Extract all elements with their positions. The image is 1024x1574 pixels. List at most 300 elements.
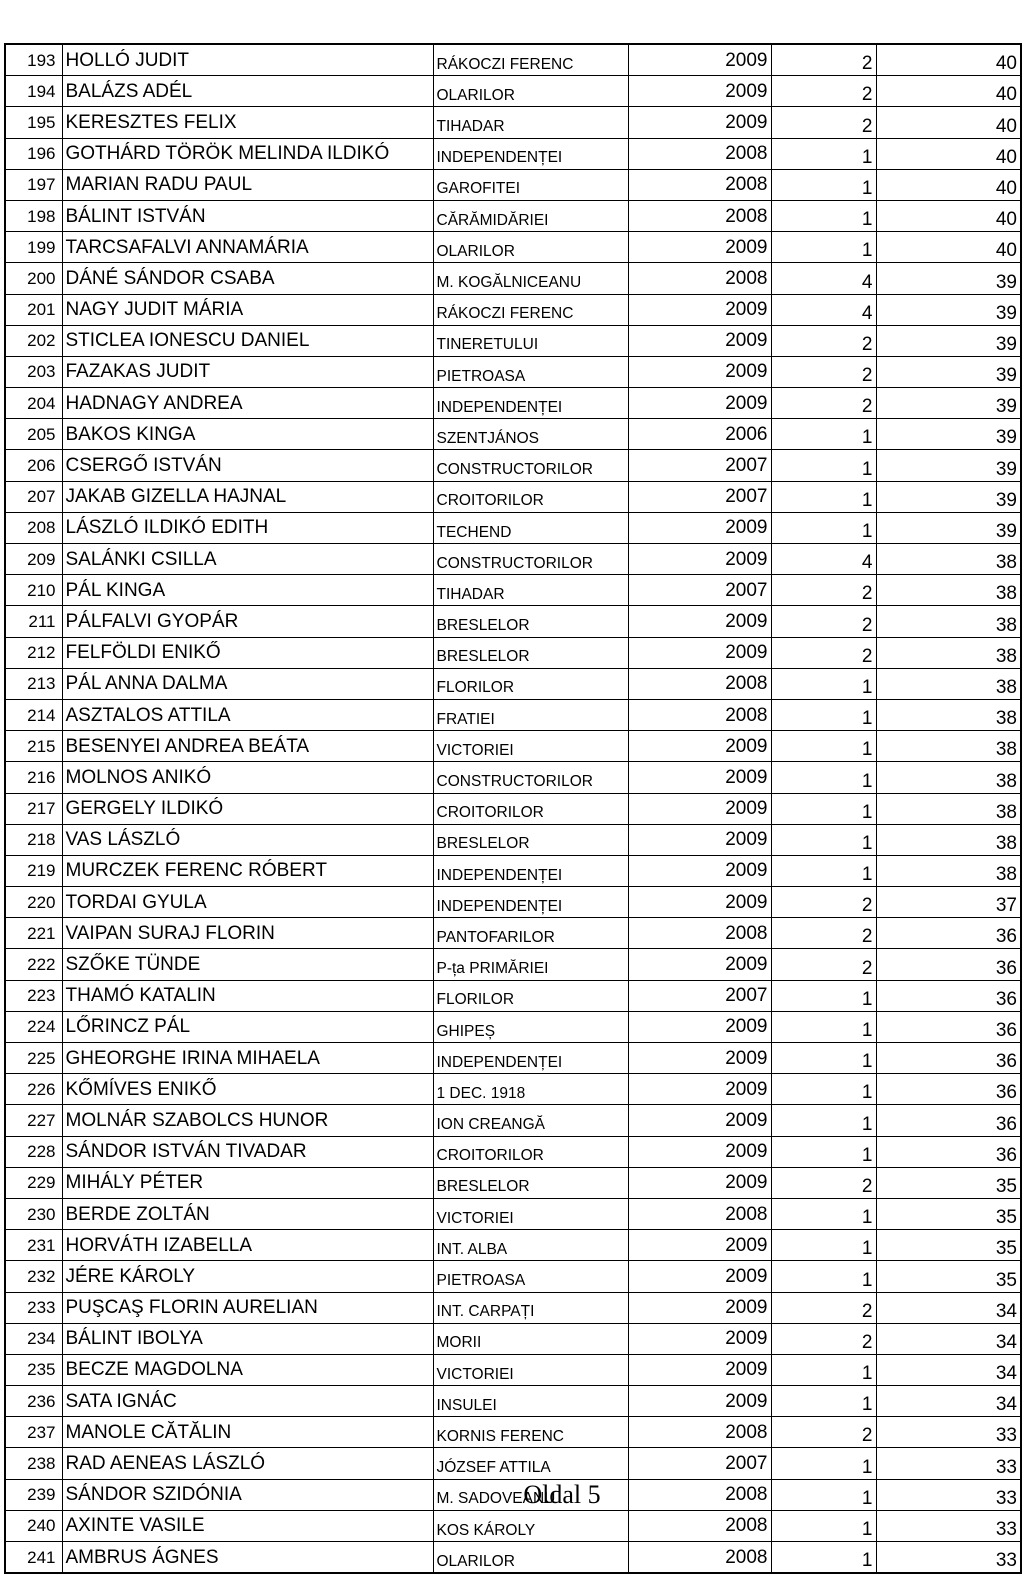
table-row <box>5 76 1021 107</box>
student-name: FAZAKAS JUDIT <box>62 356 433 387</box>
table-row <box>5 169 1021 200</box>
street-name: CROITORILOR <box>433 793 628 824</box>
grade-cell: 2 <box>771 76 876 107</box>
table-row <box>5 1198 1021 1229</box>
row-number: 209 <box>5 544 62 575</box>
student-name: BERDE ZOLTÁN <box>62 1198 433 1229</box>
score-cell: 39 <box>876 294 1021 325</box>
birth-year: 2009 <box>628 824 771 855</box>
score-cell: 38 <box>876 606 1021 637</box>
birth-year: 2008 <box>628 1198 771 1229</box>
score-cell: 35 <box>876 1230 1021 1261</box>
table-row <box>5 1011 1021 1042</box>
score-cell: 39 <box>876 263 1021 294</box>
student-name: TORDAI GYULA <box>62 887 433 918</box>
grade-cell: 1 <box>771 1510 876 1541</box>
street-name: PIETROASA <box>433 356 628 387</box>
data-table <box>4 43 1022 1574</box>
street-name: GHIPEȘ <box>433 1011 628 1042</box>
student-name: PUŞCAŞ FLORIN AURELIAN <box>62 1292 433 1323</box>
score-cell: 33 <box>876 1479 1021 1510</box>
birth-year: 2008 <box>628 918 771 949</box>
grade-cell: 2 <box>771 949 876 980</box>
grade-cell: 1 <box>771 980 876 1011</box>
row-number: 231 <box>5 1230 62 1261</box>
table-row <box>5 356 1021 387</box>
row-number: 234 <box>5 1323 62 1354</box>
row-number: 195 <box>5 107 62 138</box>
row-number: 240 <box>5 1510 62 1541</box>
grade-cell: 4 <box>771 294 876 325</box>
grade-cell: 1 <box>771 200 876 231</box>
street-name: RÁKOCZI FERENC <box>433 294 628 325</box>
score-cell: 34 <box>876 1354 1021 1385</box>
row-number: 213 <box>5 668 62 699</box>
score-cell: 38 <box>876 668 1021 699</box>
table-row <box>5 575 1021 606</box>
street-name: CĂRĂMIDĂRIEI <box>433 200 628 231</box>
grade-cell: 1 <box>771 1261 876 1292</box>
score-cell: 36 <box>876 1074 1021 1105</box>
table-row <box>5 887 1021 918</box>
row-number: 232 <box>5 1261 62 1292</box>
row-number: 210 <box>5 575 62 606</box>
score-cell: 40 <box>876 169 1021 200</box>
birth-year: 2009 <box>628 855 771 886</box>
student-name: BÁLINT ISTVÁN <box>62 200 433 231</box>
table-row <box>5 731 1021 762</box>
student-name: LŐRINCZ PÁL <box>62 1011 433 1042</box>
table-row <box>5 1043 1021 1074</box>
grade-cell: 1 <box>771 1043 876 1074</box>
table-row <box>5 1448 1021 1479</box>
student-name: THAMÓ KATALIN <box>62 980 433 1011</box>
grade-cell: 1 <box>771 138 876 169</box>
student-name: JÉRE KÁROLY <box>62 1261 433 1292</box>
street-name: INDEPENDENȚEI <box>433 138 628 169</box>
student-name: HADNAGY ANDREA <box>62 388 433 419</box>
student-name: HORVÁTH IZABELLA <box>62 1230 433 1261</box>
student-name: MOLNÁR SZABOLCS HUNOR <box>62 1105 433 1136</box>
score-cell: 39 <box>876 356 1021 387</box>
birth-year: 2009 <box>628 1043 771 1074</box>
student-name: MARIAN RADU PAUL <box>62 169 433 200</box>
street-name: TECHEND <box>433 512 628 543</box>
table-row <box>5 1542 1021 1574</box>
table-row <box>5 450 1021 481</box>
row-number: 197 <box>5 169 62 200</box>
row-number: 219 <box>5 855 62 886</box>
student-name: MANOLE CĂTĂLIN <box>62 1417 433 1448</box>
score-cell: 38 <box>876 637 1021 668</box>
table-body <box>5 44 1021 1573</box>
birth-year: 2009 <box>628 887 771 918</box>
score-cell: 36 <box>876 918 1021 949</box>
grade-cell: 1 <box>771 512 876 543</box>
grade-cell: 1 <box>771 1448 876 1479</box>
street-name: BRESLELOR <box>433 637 628 668</box>
grade-cell: 2 <box>771 918 876 949</box>
score-cell: 35 <box>876 1198 1021 1229</box>
birth-year: 2008 <box>628 263 771 294</box>
birth-year: 2008 <box>628 1542 771 1574</box>
birth-year: 2009 <box>628 762 771 793</box>
student-name: BECZE MAGDOLNA <box>62 1354 433 1385</box>
birth-year: 2009 <box>628 1230 771 1261</box>
birth-year: 2009 <box>628 1074 771 1105</box>
birth-year: 2008 <box>628 1510 771 1541</box>
grade-cell: 1 <box>771 419 876 450</box>
row-number: 199 <box>5 232 62 263</box>
table-row <box>5 1261 1021 1292</box>
street-name: VICTORIEI <box>433 1354 628 1385</box>
birth-year: 2009 <box>628 294 771 325</box>
birth-year: 2007 <box>628 575 771 606</box>
street-name: CONSTRUCTORILOR <box>433 450 628 481</box>
row-number: 205 <box>5 419 62 450</box>
birth-year: 2009 <box>628 1136 771 1167</box>
row-number: 214 <box>5 699 62 730</box>
row-number: 236 <box>5 1386 62 1417</box>
birth-year: 2009 <box>628 356 771 387</box>
street-name: OLARILOR <box>433 232 628 263</box>
street-name: ION CREANGĂ <box>433 1105 628 1136</box>
row-number: 193 <box>5 44 62 76</box>
table-row <box>5 1417 1021 1448</box>
score-cell: 39 <box>876 419 1021 450</box>
grade-cell: 1 <box>771 1354 876 1385</box>
student-name: BESENYEI ANDREA BEÁTA <box>62 731 433 762</box>
street-name: FLORILOR <box>433 980 628 1011</box>
score-cell: 34 <box>876 1386 1021 1417</box>
student-name: BAKOS KINGA <box>62 419 433 450</box>
grade-cell: 1 <box>771 232 876 263</box>
score-cell: 33 <box>876 1448 1021 1479</box>
row-number: 238 <box>5 1448 62 1479</box>
birth-year: 2009 <box>628 1011 771 1042</box>
grade-cell: 2 <box>771 1417 876 1448</box>
row-number: 220 <box>5 887 62 918</box>
table-row <box>5 481 1021 512</box>
birth-year: 2009 <box>628 544 771 575</box>
page-footer: Oldal 5 <box>523 1480 601 1509</box>
street-name: OLARILOR <box>433 1542 628 1574</box>
table-row <box>5 1074 1021 1105</box>
student-name: SALÁNKI CSILLA <box>62 544 433 575</box>
grade-cell: 2 <box>771 388 876 419</box>
grade-cell: 1 <box>771 1479 876 1510</box>
score-cell: 36 <box>876 980 1021 1011</box>
birth-year: 2008 <box>628 668 771 699</box>
score-cell: 40 <box>876 76 1021 107</box>
street-name: JÓZSEF ATTILA <box>433 1448 628 1479</box>
score-cell: 40 <box>876 232 1021 263</box>
birth-year: 2009 <box>628 44 771 76</box>
grade-cell: 2 <box>771 1323 876 1354</box>
student-name: SÁNDOR SZIDÓNIA <box>62 1479 433 1510</box>
street-name: GAROFITEI <box>433 169 628 200</box>
grade-cell: 1 <box>771 1386 876 1417</box>
row-number: 200 <box>5 263 62 294</box>
student-name: MURCZEK FERENC RÓBERT <box>62 855 433 886</box>
table-row <box>5 294 1021 325</box>
birth-year: 2009 <box>628 606 771 637</box>
score-cell: 34 <box>876 1292 1021 1323</box>
grade-cell: 1 <box>771 1074 876 1105</box>
row-number: 203 <box>5 356 62 387</box>
street-name: VICTORIEI <box>433 1198 628 1229</box>
student-name: STICLEA IONESCU DANIEL <box>62 325 433 356</box>
student-name: DÁNÉ SÁNDOR CSABA <box>62 263 433 294</box>
street-name: M. SADOVEANU <box>433 1479 628 1510</box>
row-number: 227 <box>5 1105 62 1136</box>
grade-cell: 1 <box>771 855 876 886</box>
table-row <box>5 824 1021 855</box>
row-number: 228 <box>5 1136 62 1167</box>
row-number: 239 <box>5 1479 62 1510</box>
street-name: FLORILOR <box>433 668 628 699</box>
row-number: 211 <box>5 606 62 637</box>
score-cell: 38 <box>876 575 1021 606</box>
student-name: HOLLÓ JUDIT <box>62 44 433 76</box>
table-row <box>5 1230 1021 1261</box>
score-cell: 33 <box>876 1510 1021 1541</box>
table-row <box>5 107 1021 138</box>
student-name: VAS LÁSZLÓ <box>62 824 433 855</box>
student-name: PÁL ANNA DALMA <box>62 668 433 699</box>
street-name: TIHADAR <box>433 107 628 138</box>
grade-cell: 4 <box>771 263 876 294</box>
score-cell: 33 <box>876 1542 1021 1574</box>
grade-cell: 2 <box>771 356 876 387</box>
row-number: 221 <box>5 918 62 949</box>
street-name: TIHADAR <box>433 575 628 606</box>
score-cell: 40 <box>876 138 1021 169</box>
birth-year: 2009 <box>628 1261 771 1292</box>
row-number: 212 <box>5 637 62 668</box>
grade-cell: 1 <box>771 1542 876 1574</box>
grade-cell: 1 <box>771 1136 876 1167</box>
birth-year: 2008 <box>628 169 771 200</box>
score-cell: 40 <box>876 107 1021 138</box>
street-name: RÁKOCZI FERENC <box>433 44 628 76</box>
table-row <box>5 762 1021 793</box>
row-number: 223 <box>5 980 62 1011</box>
student-name: SZŐKE TÜNDE <box>62 949 433 980</box>
birth-year: 2007 <box>628 1448 771 1479</box>
birth-year: 2008 <box>628 200 771 231</box>
street-name: BRESLELOR <box>433 824 628 855</box>
student-name: KŐMÍVES ENIKŐ <box>62 1074 433 1105</box>
street-name: MORII <box>433 1323 628 1354</box>
grade-cell: 2 <box>771 637 876 668</box>
grade-cell: 1 <box>771 731 876 762</box>
grade-cell: 1 <box>771 668 876 699</box>
student-name: SATA IGNÁC <box>62 1386 433 1417</box>
table-row <box>5 232 1021 263</box>
birth-year: 2009 <box>628 107 771 138</box>
table-row <box>5 606 1021 637</box>
grade-cell: 1 <box>771 824 876 855</box>
row-number: 225 <box>5 1043 62 1074</box>
student-name: VAIPAN SURAJ FLORIN <box>62 918 433 949</box>
birth-year: 2008 <box>628 138 771 169</box>
birth-year: 2009 <box>628 637 771 668</box>
table-row <box>5 918 1021 949</box>
student-name: JAKAB GIZELLA HAJNAL <box>62 481 433 512</box>
table-row <box>5 512 1021 543</box>
street-name: CROITORILOR <box>433 481 628 512</box>
birth-year: 2009 <box>628 388 771 419</box>
birth-year: 2007 <box>628 980 771 1011</box>
table-row <box>5 793 1021 824</box>
grade-cell: 1 <box>771 481 876 512</box>
table-row <box>5 44 1021 76</box>
street-name: FRATIEI <box>433 699 628 730</box>
birth-year: 2009 <box>628 512 771 543</box>
street-name: INT. CARPAȚI <box>433 1292 628 1323</box>
student-name: PÁLFALVI GYOPÁR <box>62 606 433 637</box>
birth-year: 2009 <box>628 1167 771 1198</box>
street-name: VICTORIEI <box>433 731 628 762</box>
row-number: 230 <box>5 1198 62 1229</box>
grade-cell: 4 <box>771 544 876 575</box>
row-number: 229 <box>5 1167 62 1198</box>
row-number: 198 <box>5 200 62 231</box>
row-number: 237 <box>5 1417 62 1448</box>
score-cell: 39 <box>876 481 1021 512</box>
table-row <box>5 1136 1021 1167</box>
street-name: KOS KÁROLY <box>433 1510 628 1541</box>
grade-cell: 2 <box>771 887 876 918</box>
street-name: OLARILOR <box>433 76 628 107</box>
grade-cell: 1 <box>771 169 876 200</box>
grade-cell: 1 <box>771 450 876 481</box>
street-name: SZENTJÁNOS <box>433 419 628 450</box>
student-name: AXINTE VASILE <box>62 1510 433 1541</box>
student-name: BÁLINT IBOLYA <box>62 1323 433 1354</box>
birth-year: 2009 <box>628 1354 771 1385</box>
table-row <box>5 699 1021 730</box>
street-name: BRESLELOR <box>433 606 628 637</box>
row-number: 206 <box>5 450 62 481</box>
student-name: GOTHÁRD TÖRÖK MELINDA ILDIKÓ <box>62 138 433 169</box>
street-name: INT. ALBA <box>433 1230 628 1261</box>
row-number: 241 <box>5 1542 62 1574</box>
birth-year: 2009 <box>628 76 771 107</box>
score-cell: 36 <box>876 1043 1021 1074</box>
student-name: BALÁZS ADÉL <box>62 76 433 107</box>
score-cell: 38 <box>876 544 1021 575</box>
score-cell: 39 <box>876 325 1021 356</box>
grade-cell: 2 <box>771 575 876 606</box>
student-name: PÁL KINGA <box>62 575 433 606</box>
birth-year: 2009 <box>628 1105 771 1136</box>
grade-cell: 2 <box>771 606 876 637</box>
grade-cell: 2 <box>771 1292 876 1323</box>
street-name: 1 DEC. 1918 <box>433 1074 628 1105</box>
score-cell: 39 <box>876 450 1021 481</box>
score-cell: 40 <box>876 44 1021 76</box>
birth-year: 2007 <box>628 481 771 512</box>
street-name: CONSTRUCTORILOR <box>433 762 628 793</box>
birth-year: 2009 <box>628 949 771 980</box>
birth-year: 2009 <box>628 793 771 824</box>
score-cell: 36 <box>876 1136 1021 1167</box>
student-name: FELFÖLDI ENIKŐ <box>62 637 433 668</box>
student-name: CSERGŐ ISTVÁN <box>62 450 433 481</box>
grade-cell: 2 <box>771 44 876 76</box>
table-row <box>5 1292 1021 1323</box>
birth-year: 2007 <box>628 450 771 481</box>
student-name: TARCSAFALVI ANNAMÁRIA <box>62 232 433 263</box>
table-row <box>5 1323 1021 1354</box>
score-cell: 37 <box>876 887 1021 918</box>
row-number: 224 <box>5 1011 62 1042</box>
score-cell: 39 <box>876 512 1021 543</box>
score-cell: 39 <box>876 388 1021 419</box>
row-number: 226 <box>5 1074 62 1105</box>
table-row <box>5 325 1021 356</box>
grade-cell: 1 <box>771 1198 876 1229</box>
grade-cell: 1 <box>771 1011 876 1042</box>
student-name: SÁNDOR ISTVÁN TIVADAR <box>62 1136 433 1167</box>
street-name: KORNIS FERENC <box>433 1417 628 1448</box>
birth-year: 2008 <box>628 699 771 730</box>
grade-cell: 1 <box>771 699 876 730</box>
street-name: INSULEI <box>433 1386 628 1417</box>
street-name: M. KOGĂLNICEANU <box>433 263 628 294</box>
street-name: CROITORILOR <box>433 1136 628 1167</box>
street-name: INDEPENDENȚEI <box>433 1043 628 1074</box>
student-name: NAGY JUDIT MÁRIA <box>62 294 433 325</box>
student-name: AMBRUS ÁGNES <box>62 1542 433 1574</box>
grade-cell: 2 <box>771 1167 876 1198</box>
street-name: INDEPENDENȚEI <box>433 388 628 419</box>
birth-year: 2009 <box>628 232 771 263</box>
table-row <box>5 200 1021 231</box>
student-name: KERESZTES FELIX <box>62 107 433 138</box>
row-number: 215 <box>5 731 62 762</box>
score-cell: 38 <box>876 731 1021 762</box>
score-cell: 35 <box>876 1167 1021 1198</box>
table-row <box>5 668 1021 699</box>
row-number: 216 <box>5 762 62 793</box>
birth-year: 2009 <box>628 731 771 762</box>
score-cell: 38 <box>876 762 1021 793</box>
table-row <box>5 1510 1021 1541</box>
student-name: GERGELY ILDIKÓ <box>62 793 433 824</box>
score-cell: 38 <box>876 855 1021 886</box>
row-number: 194 <box>5 76 62 107</box>
score-cell: 40 <box>876 200 1021 231</box>
table-row <box>5 1354 1021 1385</box>
table-row <box>5 388 1021 419</box>
table-row <box>5 1105 1021 1136</box>
street-name: INDEPENDENȚEI <box>433 887 628 918</box>
grade-cell: 1 <box>771 1105 876 1136</box>
student-name: GHEORGHE IRINA MIHAELA <box>62 1043 433 1074</box>
row-number: 204 <box>5 388 62 419</box>
grade-cell: 2 <box>771 107 876 138</box>
student-name: MIHÁLY PÉTER <box>62 1167 433 1198</box>
student-name: LÁSZLÓ ILDIKÓ EDITH <box>62 512 433 543</box>
score-cell: 36 <box>876 949 1021 980</box>
table-row <box>5 1386 1021 1417</box>
score-cell: 38 <box>876 699 1021 730</box>
grade-cell: 2 <box>771 325 876 356</box>
row-number: 207 <box>5 481 62 512</box>
